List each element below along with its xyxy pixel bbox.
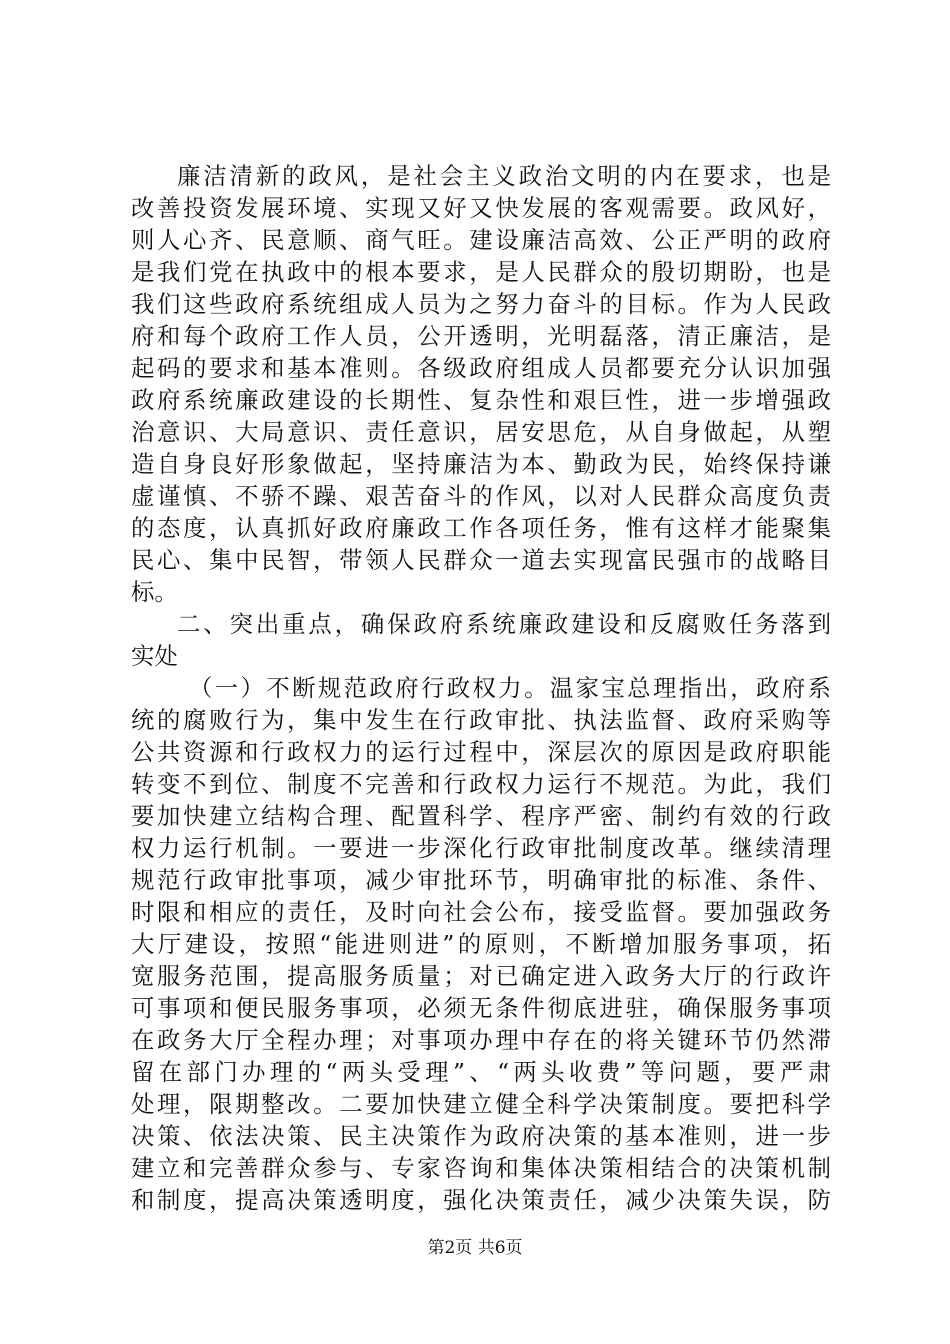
section-heading-line: 实处 [131, 642, 178, 670]
text-line: 是我们党在执政中的根本要求，是人民群众的殷切期盼，也是 [131, 258, 831, 286]
text-line: 公共资源和行政权力的运行过程中，深层次的原因是政府职能 [131, 738, 831, 766]
text-line: 权力运行机制。一要进一步深化行政审批制度改革。继续清理 [131, 834, 831, 862]
text-line: 廉洁清新的政风，是社会主义政治文明的内在要求，也是 [177, 162, 831, 190]
text-line: 留在部门办理的“两头受理”、“两头收费”等问题，要严肃 [131, 1058, 831, 1086]
text-line: 建立和完善群众参与、专家咨询和集体决策相结合的决策机制 [131, 1154, 831, 1182]
text-line: 改善投资发展环境、实现又好又快发展的客观需要。政风好， [131, 194, 831, 222]
text-line: 起码的要求和基本准则。各级政府组成人员都要充分认识加强 [131, 354, 831, 382]
text-line: 和制度，提高决策透明度，强化决策责任，减少决策失误，防 [131, 1186, 831, 1214]
text-line: 造自身良好形象做起，坚持廉洁为本、勤政为民，始终保持谦 [131, 450, 831, 478]
text-line: 政府系统廉政建设的长期性、复杂性和艰巨性，进一步增强政 [131, 386, 831, 414]
text-line: 在政务大厅全程办理；对事项办理中存在的将关键环节仍然滞 [131, 1026, 831, 1054]
text-line: 处理，限期整改。二要加快建立健全科学决策制度。要把科学 [131, 1090, 831, 1118]
text-line: 规范行政审批事项，减少审批环节，明确审批的标准、条件、 [131, 866, 831, 894]
text-line: 标。 [131, 578, 178, 606]
text-line: 虚谨慎、不骄不躁、艰苦奋斗的作风，以对人民群众高度负责 [131, 482, 831, 510]
body-text [131, 160, 831, 1216]
text-line: 要加快建立结构合理、配置科学、程序严密、制约有效的行政 [131, 802, 831, 830]
text-line: 的态度，认真抓好政府廉政工作各项任务，惟有这样才能聚集 [131, 514, 831, 542]
text-line: 可事项和便民服务事项，必须无条件彻底进驻，确保服务事项 [131, 994, 831, 1022]
text-line: 宽服务范围，提高服务质量；对已确定进入政务大厅的行政许 [131, 962, 831, 990]
text-line: 时限和相应的责任，及时向社会公布，接受监督。要加强政务 [131, 898, 831, 926]
page-number-footer: 第2页 共6页 [427, 1238, 523, 1258]
section-heading-line: 二、突出重点，确保政府系统廉政建设和反腐败任务落到 [177, 610, 831, 638]
text-line: 统的腐败行为，集中发生在行政审批、执法监督、政府采购等 [131, 706, 831, 734]
subsection-heading-line: （一）不断规范政府行政权力。温家宝总理指出，政府系 [189, 674, 831, 702]
text-line: 决策、依法决策、民主决策作为政府决策的基本准则，进一步 [131, 1122, 831, 1150]
text-line: 转变不到位、制度不完善和行政权力运行不规范。为此，我们 [131, 770, 831, 798]
text-line: 则人心齐、民意顺、商气旺。建设廉洁高效、公正严明的政府 [131, 226, 831, 254]
text-line: 我们这些政府系统组成人员为之努力奋斗的目标。作为人民政 [131, 290, 831, 318]
text-line: 大厅建设，按照“能进则进”的原则，不断增加服务事项，拓 [131, 930, 831, 958]
text-line: 府和每个政府工作人员，公开透明，光明磊落，清正廉洁，是 [131, 322, 831, 350]
text-line: 民心、集中民智，带领人民群众一道去实现富民强市的战略目 [131, 546, 831, 574]
text-line: 治意识、大局意识、责任意识，居安思危，从自身做起，从塑 [131, 418, 831, 446]
